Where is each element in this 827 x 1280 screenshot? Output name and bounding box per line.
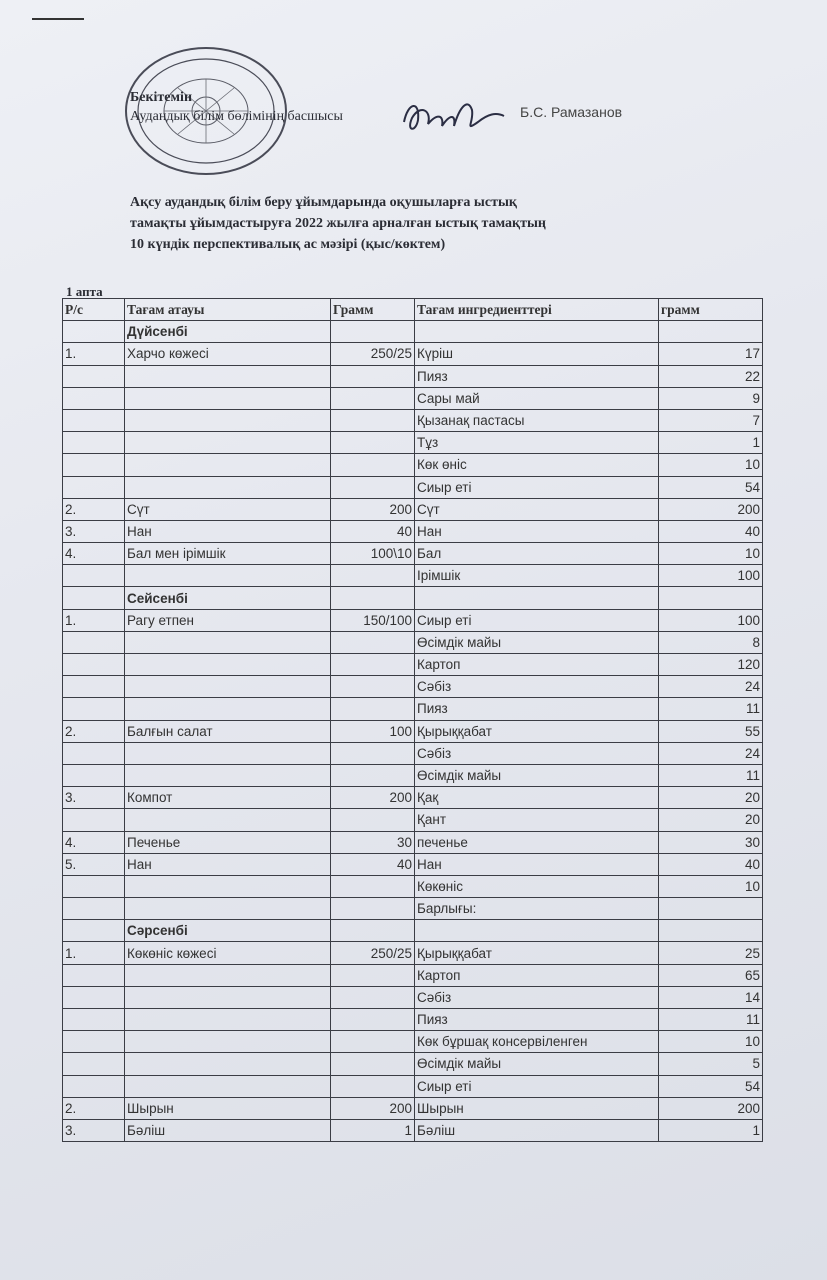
ingredient-gram: 40 [659, 520, 763, 542]
ingredient-name [415, 587, 659, 609]
dish-name: Сүт [125, 498, 331, 520]
ingredient-gram: 30 [659, 831, 763, 853]
row-number: 1. [63, 942, 125, 964]
dish-gram: 200 [331, 1097, 415, 1119]
table-row [63, 654, 763, 676]
row-number [63, 986, 125, 1008]
dish-name [125, 476, 331, 498]
ingredient-name: Қант [415, 809, 659, 831]
row-number: 2. [63, 1097, 125, 1119]
dish-gram [331, 1031, 415, 1053]
table-row [63, 698, 763, 720]
table-row [63, 343, 763, 365]
table-row [63, 1119, 763, 1141]
pen-mark [32, 18, 84, 20]
row-number: 3. [63, 520, 125, 542]
row-number: 2. [63, 720, 125, 742]
row-number [63, 654, 125, 676]
table-row [63, 787, 763, 809]
dish-name [125, 409, 331, 431]
dish-name: Печенье [125, 831, 331, 853]
ingredient-gram: 8 [659, 631, 763, 653]
ingredient-gram: 100 [659, 565, 763, 587]
dish-name [125, 365, 331, 387]
row-number [63, 875, 125, 897]
ingredient-gram: 40 [659, 853, 763, 875]
ingredient-name: Сәбіз [415, 742, 659, 764]
ingredient-name: Көкөніс [415, 875, 659, 897]
row-number [63, 1031, 125, 1053]
ingredient-gram: 120 [659, 654, 763, 676]
signature-icon [398, 92, 510, 142]
ingredient-name [415, 920, 659, 942]
dish-name [125, 986, 331, 1008]
menu-table [62, 298, 763, 1142]
table-row [63, 1053, 763, 1075]
table-row [63, 543, 763, 565]
dish-gram [331, 964, 415, 986]
col-header-number: Р/с [63, 299, 125, 321]
dish-name: Бал мен ірімшік [125, 543, 331, 565]
table-row [63, 520, 763, 542]
approved-label: Бекітемін [130, 90, 193, 105]
table-row [63, 631, 763, 653]
table-row [63, 409, 763, 431]
ingredient-gram: 11 [659, 1009, 763, 1031]
table-row [63, 476, 763, 498]
ingredient-gram: 14 [659, 986, 763, 1008]
ingredient-gram: 22 [659, 365, 763, 387]
ingredient-gram: 25 [659, 942, 763, 964]
week-label: 1 апта [66, 284, 103, 299]
dish-name: Нан [125, 853, 331, 875]
dish-gram: 200 [331, 498, 415, 520]
row-number: 3. [63, 787, 125, 809]
dish-gram [331, 742, 415, 764]
table-row [63, 454, 763, 476]
ingredient-name: Өсімдік майы [415, 631, 659, 653]
title-line-3: 10 күндік перспективалық ас мәзірі (қыс/көктем) [130, 237, 446, 252]
dish-gram [331, 476, 415, 498]
table-row [63, 498, 763, 520]
dish-gram [331, 1053, 415, 1075]
dish-name [125, 1031, 331, 1053]
dish-name: Бәліш [125, 1119, 331, 1141]
dish-name: Сәрсенбі [125, 920, 331, 942]
dish-name: Дүйсенбі [125, 321, 331, 343]
dish-gram [331, 454, 415, 476]
ingredient-gram: 24 [659, 676, 763, 698]
dish-name [125, 898, 331, 920]
row-number: 2. [63, 498, 125, 520]
dish-gram [331, 365, 415, 387]
row-number: 4. [63, 831, 125, 853]
row-number [63, 676, 125, 698]
row-number [63, 432, 125, 454]
ingredient-gram: 10 [659, 1031, 763, 1053]
ingredient-name: Күріш [415, 343, 659, 365]
ingredient-name: Сары май [415, 387, 659, 409]
table-row [63, 432, 763, 454]
ingredient-name: Өсімдік майы [415, 764, 659, 786]
dish-name [125, 698, 331, 720]
dish-gram: 40 [331, 853, 415, 875]
dish-name: Балғын салат [125, 720, 331, 742]
dish-gram [331, 875, 415, 897]
col-header-ingredients: Тағам ингредиенттері [415, 299, 659, 321]
approver-position: Аудандық білім бөлімінің басшысы [130, 109, 343, 124]
ingredient-name: Қырыққабат [415, 720, 659, 742]
dish-name: Көкөніс көжесі [125, 942, 331, 964]
col-header-ingredient-gram: грамм [659, 299, 763, 321]
row-number [63, 1009, 125, 1031]
row-number: 4. [63, 543, 125, 565]
table-row [63, 1075, 763, 1097]
table-row [63, 365, 763, 387]
dish-gram: 250/25 [331, 942, 415, 964]
dish-name: Сейсенбі [125, 587, 331, 609]
dish-gram [331, 631, 415, 653]
ingredient-gram: 65 [659, 964, 763, 986]
row-number: 1. [63, 343, 125, 365]
title-line-1: Ақсу аудандық білім беру ұйымдарында оқушыларға ыстық [130, 195, 517, 210]
dish-name [125, 454, 331, 476]
dish-name [125, 676, 331, 698]
ingredient-name: Нан [415, 520, 659, 542]
table-row [63, 742, 763, 764]
table-row [63, 1009, 763, 1031]
ingredient-name: Бал [415, 543, 659, 565]
dish-name [125, 764, 331, 786]
dish-gram [331, 1075, 415, 1097]
ingredient-name: Сәбіз [415, 676, 659, 698]
dish-gram: 150/100 [331, 609, 415, 631]
ingredient-name: Бәліш [415, 1119, 659, 1141]
row-number [63, 964, 125, 986]
dish-name [125, 1075, 331, 1097]
row-number [63, 631, 125, 653]
row-number [63, 565, 125, 587]
ingredient-gram: 20 [659, 809, 763, 831]
ingredient-gram [659, 898, 763, 920]
dish-name [125, 654, 331, 676]
row-number [63, 409, 125, 431]
ingredient-gram: 24 [659, 742, 763, 764]
dish-gram: 100 [331, 720, 415, 742]
ingredient-gram: 5 [659, 1053, 763, 1075]
table-row [63, 609, 763, 631]
dish-name [125, 964, 331, 986]
ingredient-gram: 54 [659, 1075, 763, 1097]
document-title [130, 192, 690, 255]
ingredient-name: Картоп [415, 654, 659, 676]
dish-name [125, 565, 331, 587]
dish-name: Харчо көжесі [125, 343, 331, 365]
dish-gram [331, 587, 415, 609]
table-row [63, 831, 763, 853]
ingredient-gram: 1 [659, 432, 763, 454]
row-number [63, 742, 125, 764]
ingredient-name: Нан [415, 853, 659, 875]
row-number [63, 898, 125, 920]
dish-gram [331, 898, 415, 920]
approval-block [130, 88, 343, 126]
table-row [63, 1031, 763, 1053]
dish-gram [331, 676, 415, 698]
dish-gram [331, 321, 415, 343]
ingredient-name: Тұз [415, 432, 659, 454]
ingredient-gram: 100 [659, 609, 763, 631]
row-number: 3. [63, 1119, 125, 1141]
table-row [63, 898, 763, 920]
ingredient-name: Өсімдік майы [415, 1053, 659, 1075]
ingredient-name: печенье [415, 831, 659, 853]
table-header [63, 299, 763, 321]
row-number [63, 587, 125, 609]
ingredient-name: Шырын [415, 1097, 659, 1119]
dish-name [125, 1053, 331, 1075]
title-line-2: тамақты ұйымдастыруға 2022 жылға арналған ыстық тамақтың [130, 216, 546, 231]
row-number [63, 1075, 125, 1097]
ingredient-gram: 7 [659, 409, 763, 431]
dish-gram [331, 920, 415, 942]
ingredient-name: Картоп [415, 964, 659, 986]
table-row [63, 853, 763, 875]
dish-gram: 40 [331, 520, 415, 542]
dish-gram: 1 [331, 1119, 415, 1141]
col-header-dish: Тағам атауы [125, 299, 331, 321]
ingredient-gram: 10 [659, 875, 763, 897]
dish-gram [331, 654, 415, 676]
ingredient-gram: 20 [659, 787, 763, 809]
dish-name: Рагу етпен [125, 609, 331, 631]
ingredient-name: Қызанақ пастасы [415, 409, 659, 431]
row-number: 1. [63, 609, 125, 631]
ingredient-gram: 17 [659, 343, 763, 365]
dish-name [125, 387, 331, 409]
ingredient-name: Сүт [415, 498, 659, 520]
table-row [63, 387, 763, 409]
table-row [63, 1097, 763, 1119]
ingredient-gram: 200 [659, 498, 763, 520]
row-number [63, 809, 125, 831]
dish-name [125, 631, 331, 653]
ingredient-gram [659, 920, 763, 942]
row-number [63, 1053, 125, 1075]
table-row [63, 587, 763, 609]
ingredient-name: Барлығы: [415, 898, 659, 920]
ingredient-gram: 10 [659, 543, 763, 565]
row-number [63, 454, 125, 476]
row-number [63, 920, 125, 942]
ingredient-gram: 11 [659, 698, 763, 720]
signer-name: Б.С. Рамазанов [520, 104, 623, 120]
row-number [63, 365, 125, 387]
ingredient-name: Пияз [415, 698, 659, 720]
dish-gram [331, 698, 415, 720]
ingredient-name: Көк бұршақ консервіленген [415, 1031, 659, 1053]
table-row [63, 676, 763, 698]
ingredient-name: Пияз [415, 365, 659, 387]
dish-gram [331, 565, 415, 587]
dish-gram [331, 1009, 415, 1031]
ingredient-gram: 11 [659, 764, 763, 786]
dish-gram: 100\10 [331, 543, 415, 565]
dish-name [125, 875, 331, 897]
ingredient-gram [659, 321, 763, 343]
row-number [63, 698, 125, 720]
ingredient-gram: 1 [659, 1119, 763, 1141]
ingredient-gram: 9 [659, 387, 763, 409]
table-row [63, 764, 763, 786]
ingredient-name: Көк өніс [415, 454, 659, 476]
dish-gram [331, 432, 415, 454]
row-number [63, 387, 125, 409]
ingredient-name [415, 321, 659, 343]
ingredient-gram: 200 [659, 1097, 763, 1119]
ingredient-gram [659, 587, 763, 609]
dish-name: Нан [125, 520, 331, 542]
dish-gram [331, 986, 415, 1008]
dish-gram [331, 409, 415, 431]
table-row [63, 565, 763, 587]
table-row [63, 920, 763, 942]
table-row [63, 875, 763, 897]
ingredient-name: Пияз [415, 1009, 659, 1031]
dish-name [125, 432, 331, 454]
dish-gram: 250/25 [331, 343, 415, 365]
dish-name: Компот [125, 787, 331, 809]
dish-gram [331, 764, 415, 786]
row-number [63, 476, 125, 498]
ingredient-name: Сиыр еті [415, 609, 659, 631]
ingredient-name: Қырыққабат [415, 942, 659, 964]
ingredient-name: Ірімшік [415, 565, 659, 587]
row-number [63, 321, 125, 343]
ingredient-gram: 55 [659, 720, 763, 742]
col-header-gram: Грамм [331, 299, 415, 321]
dish-name [125, 742, 331, 764]
table-row [63, 986, 763, 1008]
dish-name: Шырын [125, 1097, 331, 1119]
dish-name [125, 809, 331, 831]
dish-name [125, 1009, 331, 1031]
ingredient-gram: 10 [659, 454, 763, 476]
ingredient-gram: 54 [659, 476, 763, 498]
table-row [63, 942, 763, 964]
table-row [63, 809, 763, 831]
dish-gram [331, 809, 415, 831]
table-row [63, 720, 763, 742]
ingredient-name: Сәбіз [415, 986, 659, 1008]
ingredient-name: Сиыр еті [415, 476, 659, 498]
row-number: 5. [63, 853, 125, 875]
dish-gram [331, 387, 415, 409]
ingredient-name: Қақ [415, 787, 659, 809]
table-row [63, 321, 763, 343]
ingredient-name: Сиыр еті [415, 1075, 659, 1097]
table-row [63, 964, 763, 986]
dish-gram: 30 [331, 831, 415, 853]
row-number [63, 764, 125, 786]
dish-gram: 200 [331, 787, 415, 809]
